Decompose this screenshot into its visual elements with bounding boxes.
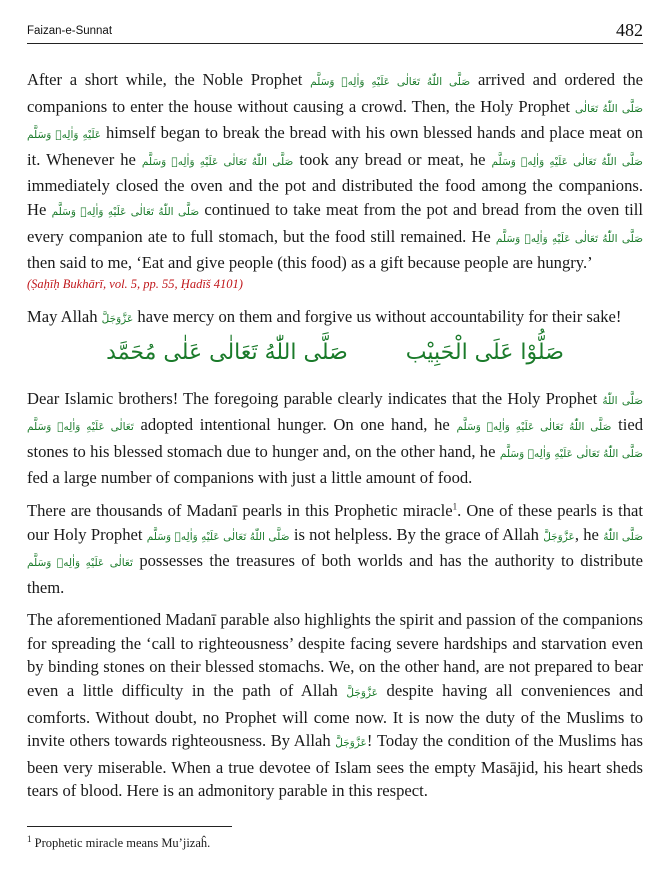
text-run: took any bread or meat, he <box>299 149 486 169</box>
salawat-honorific: صَلَّى اللّٰهُ تَعَالٰى عَلَيْهِ وَاٰلِهٖ وَسَلَّم <box>456 421 612 434</box>
text-run: continued to take meat from the pot and bread from the oven till every companion ate to full stomach, but the food still remained. He <box>27 199 644 246</box>
text-run: ! Today the condition of the Muslims has been very miserable. When a true devotee of Islam sees the empty Masājid, his heart sheds tears of blood. Here is an admonitory parable in this respect. <box>27 731 644 801</box>
paragraph <box>27 608 643 803</box>
azzawajal-honorific: عَزَّوَجَلَّ <box>346 687 378 700</box>
text-run: immediately closed the oven and the pot and distributed the food among the companions. He <box>27 176 643 219</box>
page-header <box>27 16 643 42</box>
text-run: possesses the treasures of both worlds and has the authority to distribute them. <box>27 551 643 597</box>
text-run: After a short while, the Noble Prophet <box>27 70 303 89</box>
text-run: . One of these pearls is that our Holy Prophet <box>27 500 643 544</box>
text-run: , he <box>574 524 599 544</box>
text-run: then said to me, ‘Eat and give people (this food) as a gift because people are hungry.’ <box>27 253 593 273</box>
salawat-honorific: صَلَّى اللّٰهُ تَعَالٰى عَلَيْهِ وَاٰلِهٖ وَسَلَّم <box>310 76 471 88</box>
salawat-honorific: صَلَّى اللّٰهُ تَعَالٰى عَلَيْهِ وَاٰلِهٖ وَسَلَّم <box>27 530 644 570</box>
main-text <box>27 68 643 812</box>
azzawajal-honorific: عَزَّوَجَلَّ <box>101 313 134 326</box>
azzawajal-honorific: عَزَّوَجَلَّ <box>543 530 575 543</box>
text-run: There are thousands of Madanī pearls in this Prophetic miracle <box>27 500 453 520</box>
text-run: is not helpless. By the grace of Allah <box>293 524 539 544</box>
text-run: Dear Islamic brothers! The foregoing parable clearly indicates that the Holy Prophet <box>27 388 598 408</box>
page-number: 482 <box>616 20 643 40</box>
text-run: have mercy on them and forgive us without accountability for their sake! <box>137 307 622 327</box>
salawat-honorific: صَلَّى اللّٰهُ تَعَالٰى عَلَيْهِ وَاٰلِهٖ وَسَلَّم <box>27 102 643 142</box>
salawat-honorific: صَلَّى اللّٰهُ تَعَالٰى عَلَيْهِ وَاٰلِهٖ وَسَلَّم <box>491 155 643 168</box>
salawat-honorific: صَلَّى اللّٰهُ تَعَالٰى عَلَيْهِ وَاٰلِهٖ وَسَلَّم <box>141 155 294 168</box>
text-run: May Allah <box>27 307 98 327</box>
text-run: The aforementioned Madanī parable also highlights the spirit and passion of the companions for spreading the ‘call to righteousness’ despite facing severe hardships and starvation even by binding stones on their blessed stomachs. We, on the other hand, are not prepared to bear even a little difficulty in the path of Allah <box>27 610 643 701</box>
salawat-honorific: صَلَّى اللّٰهُ تَعَالٰى عَلَيْهِ وَاٰلِهٖ وَسَلَّم <box>27 394 644 434</box>
footnote-marker[interactable]: 1 <box>452 501 458 512</box>
azzawajal-honorific: عَزَّوَجَلَّ <box>335 737 367 750</box>
salutation-right: صَلَّى اللّٰهُ تَعَالٰى عَلٰى مُحَمَّد <box>106 339 348 365</box>
text-run: despite having all conveniences and comforts. Without doubt, no Prophet will come now. It is now the duty of the Muslims to invite others towards righteousness. By Allah <box>27 681 643 751</box>
paragraph <box>27 387 643 490</box>
hadith-citation: (Ṣaḥīḥ Bukhārī, vol. 5, pp. 55, Ḥadīš 4101) <box>27 276 243 291</box>
paragraph <box>27 499 643 599</box>
text-run: adopted intentional hunger. On one hand, he <box>140 415 450 435</box>
footnote-number: 1 <box>27 833 32 844</box>
text-run: arrived and ordered the companions to enter the house without causing a crowd. Then, the Holy Prophet <box>27 70 644 116</box>
footnote <box>27 833 211 851</box>
paragraph <box>27 305 643 332</box>
paragraph <box>27 68 643 296</box>
text-run: tied stones to his blessed stomach due to hunger and, on the other hand, he <box>27 415 643 461</box>
header-rule <box>27 43 643 44</box>
salutation-left: صَلُّوْا عَلَى الْحَبِيْب <box>405 339 564 365</box>
salawat-honorific: صَلَّى اللّٰهُ تَعَالٰى عَلَيْهِ وَاٰلِهٖ وَسَلَّم <box>51 205 200 218</box>
salawat-honorific: صَلَّى اللّٰهُ تَعَالٰى عَلَيْهِ وَاٰلِهٖ وَسَلَّم <box>499 447 643 460</box>
salawat-honorific: صَلَّى اللّٰهُ تَعَالٰى عَلَيْهِ وَاٰلِهٖ وَسَلَّم <box>495 232 643 245</box>
book-title: Faizan-e-Sunnat <box>27 25 113 37</box>
text-run: himself began to break the bread with his own blessed hands and place meat on it. Whenever he <box>27 123 643 169</box>
text-run: fed a large number of companions with just a little amount of food. <box>27 468 473 488</box>
salutation-line <box>27 341 643 365</box>
footnote-rule <box>27 826 232 827</box>
salawat-honorific: صَلَّى اللّٰهُ تَعَالٰى عَلَيْهِ وَاٰلِهٖ وَسَلَّم <box>146 530 290 543</box>
footnote-text: Prophetic miracle means Mu’jizaĥ. <box>34 836 211 850</box>
